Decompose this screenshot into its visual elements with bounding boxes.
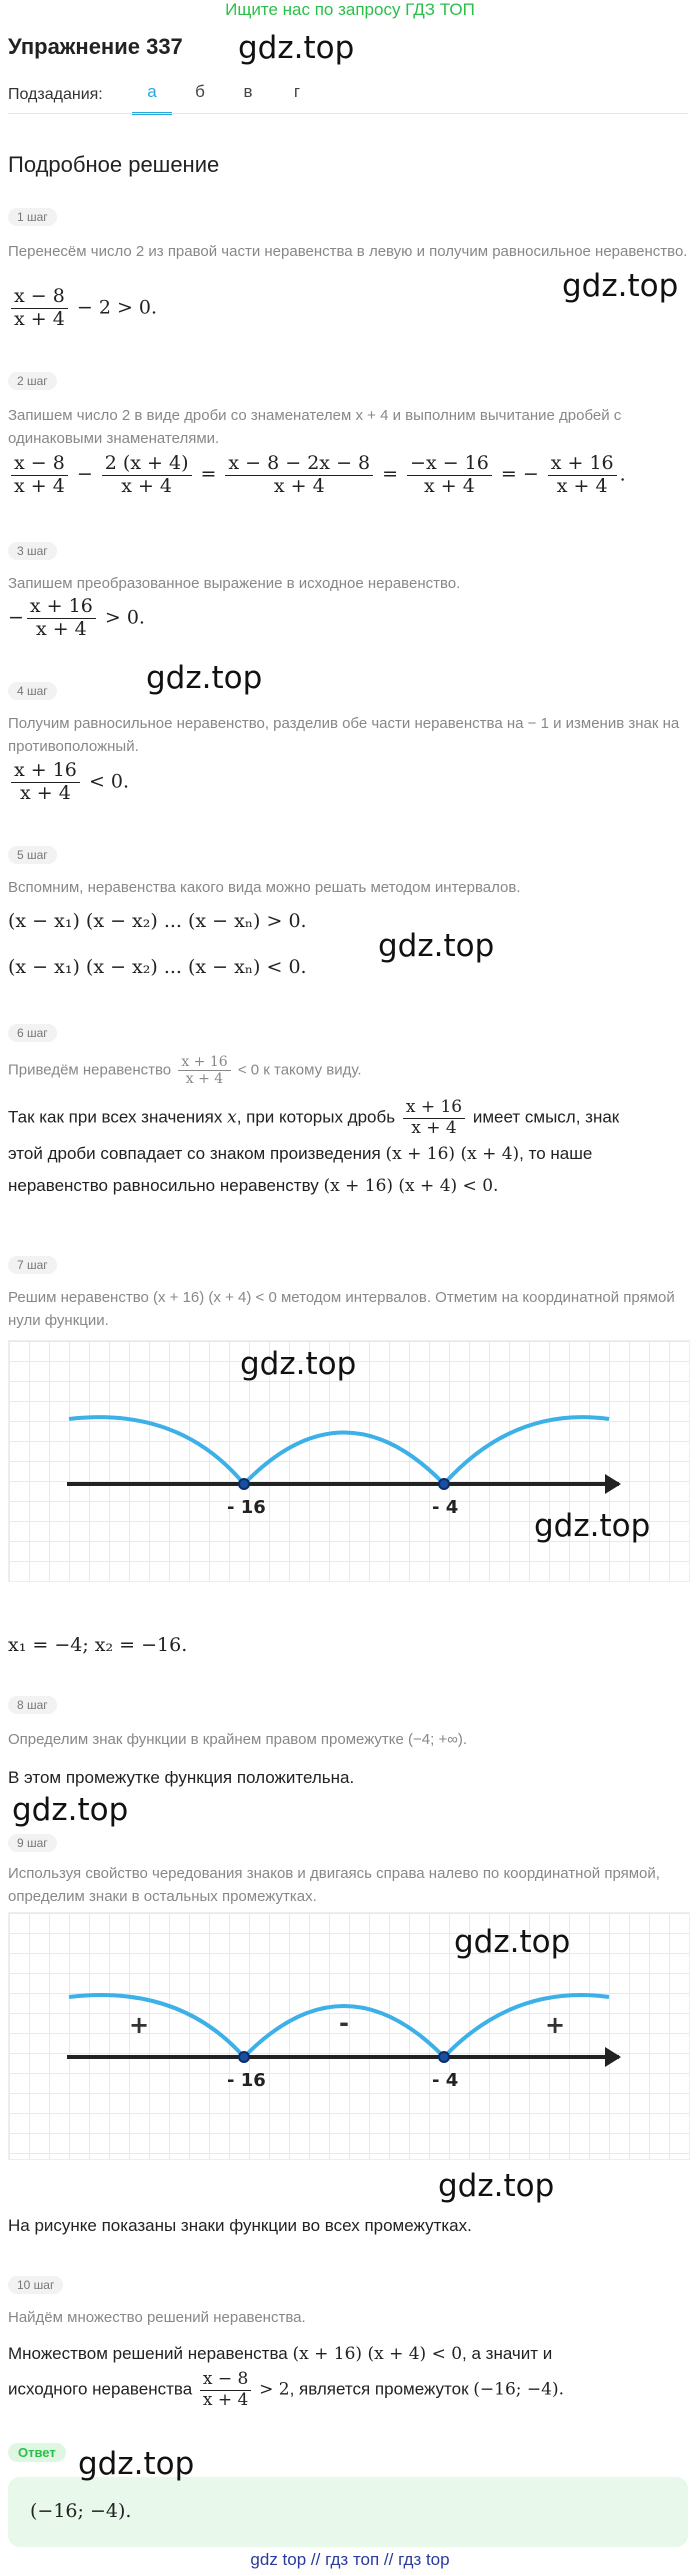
- step-badge: 3 шаг: [8, 542, 57, 560]
- sign-label: +: [129, 2011, 150, 2039]
- divider: [8, 113, 688, 114]
- number-line-svg: [9, 1913, 689, 2159]
- tick-label: - 4: [432, 1497, 459, 1518]
- top-banner[interactable]: Ищите нас по запросу ГДЗ ТОП: [225, 0, 475, 19]
- step-badge: 2 шаг: [8, 372, 57, 390]
- step-formula: − $\frac{x + 16}{x + 4}$ > 0.: [8, 595, 145, 640]
- step-text: Приведём неравенство $\frac{x + 16}{x + 4}$ < 0 к такому виду.: [8, 1054, 362, 1088]
- step-badge: 8 шаг: [8, 1696, 57, 1714]
- roots-formula: x₁ = −4; x₂ = −16.: [8, 1634, 188, 1656]
- interval-arc: [444, 1417, 609, 1484]
- watermark: gdz.top: [562, 268, 679, 304]
- watermark: gdz.top: [534, 1508, 651, 1544]
- tick-label: - 16: [227, 2070, 266, 2091]
- step-text: Запишем число 2 в виде дроби со знаменателем x + 4 и выполним вычитание дробей с одинаковыми знаменателями.: [8, 407, 622, 447]
- sign-label: +: [545, 2011, 566, 2039]
- solution-heading: Подробное решение: [8, 152, 220, 177]
- step-explanation: Так как при всех значениях x, при которых дробь $\frac{x + 16}{x + 4}$ имеет смысл, знак этой дроби совпадает со знаком произведения (x + 16) (x + 4), то наше неравенство равносильно неравенству (x + 16) (x + 4) < 0.: [8, 1097, 620, 1197]
- tick-label: - 4: [432, 2070, 459, 2091]
- step-formula: $\frac{x - 8}{x + 4}$ − 2 > 0.: [8, 286, 157, 331]
- step-text: Определим знак функции в крайнем правом промежутке (−4; +∞).: [8, 1731, 468, 1748]
- tab-g[interactable]: г: [293, 82, 301, 101]
- number-line-figure-2: [8, 1912, 690, 2160]
- root-point: [239, 1479, 249, 1489]
- sign-label: -: [339, 2009, 349, 2037]
- tab-v[interactable]: в: [243, 82, 253, 101]
- footer-links[interactable]: gdz top // гдз топ // гдз top: [250, 2550, 450, 2569]
- interval-arc: [69, 1995, 244, 2057]
- interval-arc: [244, 1433, 444, 1485]
- watermark: gdz.top: [454, 1924, 571, 1960]
- answer-badge: Ответ: [8, 2443, 66, 2462]
- step-text: Найдём множество решений неравенства.: [8, 2309, 306, 2326]
- step-explanation: На рисунке показаны знаки функции во всех промежутках.: [8, 2216, 472, 2235]
- step-explanation: В этом промежутке функция положительна.: [8, 1768, 355, 1787]
- watermark: gdz.top: [240, 1346, 357, 1382]
- tab-b[interactable]: б: [195, 82, 205, 101]
- step-formula: $\frac{x - 8}{x + 4}$ − $\frac{2 (x + 4)}{x + 4}$ = $\frac{x - 8 - 2x - 8}{x + 4}$ = $\frac{-x - 16}{x + 4}$ = − $\frac{x + 16}{x + 4}$ .: [8, 453, 626, 498]
- step-badge: 6 шаг: [8, 1024, 57, 1042]
- step-text: Получим равносильное неравенство, разделив обе части неравенства на − 1 и изменив знак на противоположный.: [8, 715, 680, 755]
- watermark: gdz.top: [78, 2446, 195, 2482]
- watermark: gdz.top: [12, 1792, 129, 1828]
- step-text: Запишем преобразованное выражение в исходное неравенство.: [8, 575, 461, 592]
- tab-a[interactable]: а: [132, 82, 172, 115]
- step-badge: 4 шаг: [8, 682, 57, 700]
- step-formula: $\frac{x + 16}{x + 4}$ < 0.: [8, 760, 129, 805]
- step-text: Вспомним, неравенства какого вида можно решать методом интервалов.: [8, 879, 521, 896]
- axis-arrow: [605, 1474, 621, 1494]
- step-explanation: Множеством решений неравенства (x + 16) (x + 4) < 0, а значит и исходного неравенства $\frac{x - 8}{x + 4}$ > 2, является промежуток (−16; −4).: [8, 2344, 565, 2410]
- watermark: gdz.top: [146, 660, 263, 696]
- step-badge: 9 шаг: [8, 1834, 57, 1852]
- tick-label: - 16: [227, 1497, 266, 1518]
- step-badge: 1 шаг: [8, 208, 57, 226]
- root-point: [439, 1479, 449, 1489]
- axis-arrow: [605, 2047, 621, 2067]
- formula-line: (x − x₁) (x − x₂) ... (x − xₙ) > 0.: [8, 910, 307, 932]
- step-text: Решим неравенство (x + 16) (x + 4) < 0 методом интервалов. Отметим на координатной прямой нули функции.: [8, 1289, 675, 1329]
- watermark: gdz.top: [238, 30, 355, 66]
- watermark: gdz.top: [438, 2168, 555, 2204]
- page-title: Упражнение 337: [8, 34, 183, 59]
- watermark: gdz.top: [378, 928, 495, 964]
- subtasks-label: Подзадания:: [8, 86, 103, 103]
- step-badge: 5 шаг: [8, 846, 57, 864]
- interval-arc: [69, 1417, 244, 1484]
- answer-value: (−16; −4).: [30, 2500, 132, 2522]
- step-badge: 7 шаг: [8, 1256, 57, 1274]
- root-point: [239, 2052, 249, 2062]
- step-text: Используя свойство чередования знаков и двигаясь справа налево по координатной прямой, определим знаки в остальных промежутках.: [8, 1865, 660, 1905]
- root-point: [439, 2052, 449, 2062]
- formula-line: (x − x₁) (x − x₂) ... (x − xₙ) < 0.: [8, 956, 307, 978]
- step-text: Перенесём число 2 из правой части неравенства в левую и получим равносильное неравенство.: [8, 243, 688, 260]
- step-badge: 10 шаг: [8, 2276, 63, 2294]
- interval-arc: [444, 1995, 609, 2057]
